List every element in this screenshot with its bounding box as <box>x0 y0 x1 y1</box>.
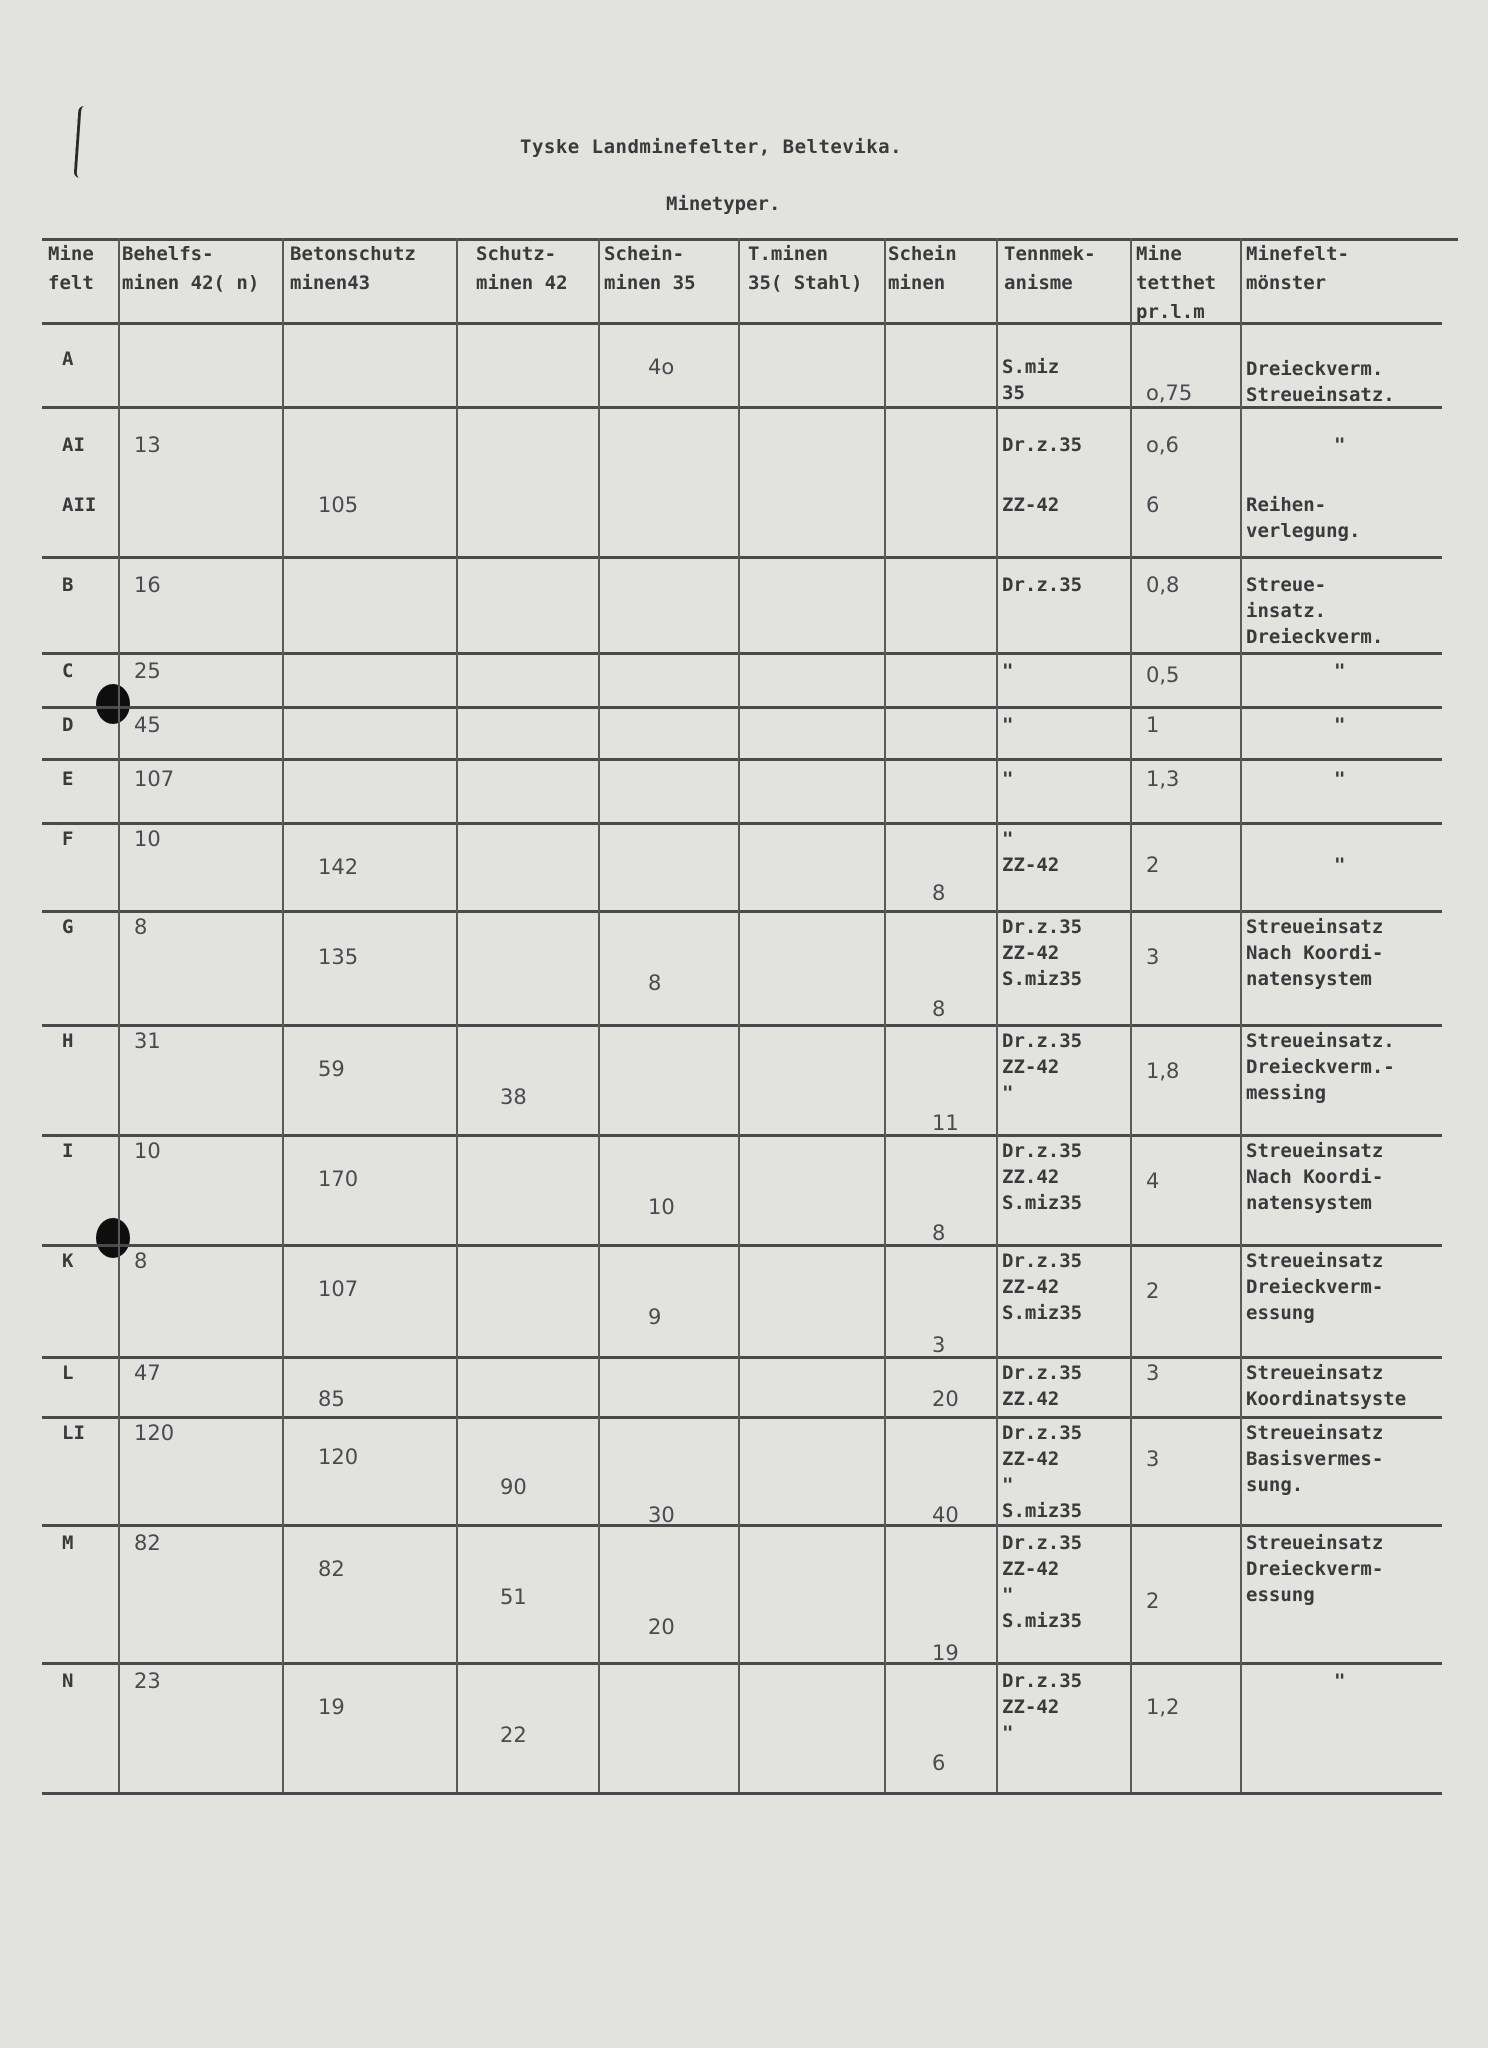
table-rule <box>42 322 1442 325</box>
tennmekanisme-line: S.miz35 <box>1002 1500 1083 1522</box>
punch-hole-top <box>96 684 130 724</box>
table-rule <box>42 1134 1442 1137</box>
column-header: minen 42 <box>476 272 568 294</box>
tennmekanisme-line: " <box>1002 1474 1014 1496</box>
tetthet-value: 1 <box>1146 713 1160 737</box>
minefelt-monster-line: Streueinsatz <box>1246 916 1384 938</box>
tetthet-value: 1,2 <box>1146 1695 1180 1719</box>
behelfs-value: 8 <box>134 915 148 939</box>
behelfs-value: 45 <box>134 713 161 737</box>
minefelt-monster-line: Dreieckverm.- <box>1246 1056 1395 1078</box>
schutz-value: 51 <box>500 1585 527 1609</box>
minefelt-monster-line: essung <box>1246 1302 1315 1324</box>
tennmekanisme-line: ZZ.42 <box>1002 1388 1060 1410</box>
tennmekanisme-line: Dr.z.35 <box>1002 574 1083 596</box>
column-divider <box>996 238 998 1792</box>
minefelt-monster-line: Streueinsatz <box>1246 1140 1384 1162</box>
table-rule <box>42 822 1442 825</box>
behelfs-value: 23 <box>134 1669 161 1693</box>
table-rule <box>42 1024 1442 1027</box>
tennmekanisme-line: Dr.z.35 <box>1002 1362 1083 1384</box>
behelfs-value: 10 <box>134 827 161 851</box>
table-rule <box>42 1416 1442 1419</box>
margin-pen-mark <box>74 106 92 179</box>
tetthet-value: 3 <box>1146 945 1160 969</box>
column-header: Schein <box>888 243 957 265</box>
table-rule <box>42 406 1442 409</box>
minefelt-monster-line: Dreieckverm- <box>1246 1558 1384 1580</box>
tennmekanisme-line: " <box>1002 1722 1014 1744</box>
schutz-value: 22 <box>500 1723 527 1747</box>
minefelt-monster-line: Streueinsatz <box>1246 1362 1384 1384</box>
tennmekanisme-line: " <box>1002 768 1014 790</box>
column-divider <box>456 238 458 1792</box>
behelfs-value: 31 <box>134 1029 161 1053</box>
schutz-value: 90 <box>500 1475 527 1499</box>
tennmekanisme-line: Dr.z.35 <box>1002 1140 1083 1162</box>
schutz-value: 38 <box>500 1085 527 1109</box>
scheinminen-value: 8 <box>932 997 946 1021</box>
column-divider <box>884 238 886 1792</box>
tennmekanisme-line: ZZ-42 <box>1002 1276 1060 1298</box>
behelfs-value: 47 <box>134 1361 161 1385</box>
scheinminen-value: 6 <box>932 1751 946 1775</box>
minefelt-monster-line: Streueinsatz. <box>1246 1030 1395 1052</box>
tetthet-value: o,75 <box>1146 381 1193 405</box>
minefelt-monster-line: Dreieckverm. <box>1246 626 1384 648</box>
column-header: Schutz- <box>476 243 557 265</box>
minefelt-monster-line: sung. <box>1246 1474 1304 1496</box>
tennmekanisme-line: Dr.z.35 <box>1002 1250 1083 1272</box>
tennmekanisme-line: ZZ-42 <box>1002 1056 1060 1078</box>
table-rule <box>42 1524 1442 1527</box>
minefelt-monster-line: natensystem <box>1246 968 1372 990</box>
column-header: T.minen <box>748 243 829 265</box>
minefelt-monster-line: Basisvermes- <box>1246 1448 1384 1470</box>
column-header: Behelfs- <box>122 243 214 265</box>
minefelt-monster-line: natensystem <box>1246 1192 1372 1214</box>
minefelt-monster-line: Streueinsatz <box>1246 1532 1384 1554</box>
minefelt-label: B <box>62 574 74 596</box>
minefelt-monster-line: " <box>1334 854 1346 876</box>
beton-value: 82 <box>318 1557 345 1581</box>
schein35-value: 10 <box>648 1195 675 1219</box>
column-divider <box>738 238 740 1792</box>
tennmekanisme-line: " <box>1002 714 1014 736</box>
tetthet-value: 3 <box>1146 1447 1160 1471</box>
minefelt-label: N <box>62 1670 74 1692</box>
behelfs-value: 8 <box>134 1249 148 1273</box>
minefelt-monster-line: Reihen- <box>1246 494 1327 516</box>
column-header: pr.l.m <box>1136 301 1205 323</box>
punch-hole-bottom <box>96 1218 130 1258</box>
minefelt-monster-line: " <box>1334 660 1346 682</box>
schein35-value: 20 <box>648 1615 675 1639</box>
minefelt-label: H <box>62 1030 74 1052</box>
tennmekanisme-line: ZZ-42 <box>1002 1448 1060 1470</box>
tennmekanisme-line: ZZ-42 <box>1002 1558 1060 1580</box>
tennmekanisme-line: ZZ-42 <box>1002 854 1060 876</box>
column-header: mönster <box>1246 272 1327 294</box>
minefelt-monster-line: Streueinsatz <box>1246 1250 1384 1272</box>
table-rule <box>42 1244 1442 1247</box>
tennmekanisme-line: Dr.z.35 <box>1002 1422 1083 1444</box>
column-divider <box>1240 238 1242 1792</box>
column-divider <box>1130 238 1132 1792</box>
tennmekanisme-line: " <box>1002 828 1014 850</box>
tennmekanisme-line: ZZ-42 <box>1002 494 1060 516</box>
column-header: Minefelt- <box>1246 243 1349 265</box>
tetthet-value: 2 <box>1146 853 1160 877</box>
minefelt-label: L <box>62 1362 74 1384</box>
column-header: anisme <box>1004 272 1073 294</box>
tennmekanisme-line: ZZ.42 <box>1002 1166 1060 1188</box>
table-rule <box>42 910 1442 913</box>
column-header: Schein- <box>604 243 685 265</box>
tetthet-value: 1,8 <box>1146 1059 1180 1083</box>
tennmekanisme-line: Dr.z.35 <box>1002 1532 1083 1554</box>
schein35-value: 4o <box>648 355 675 379</box>
minefelt-label: LI <box>62 1422 85 1444</box>
scheinminen-value: 11 <box>932 1111 959 1135</box>
minefelt-monster-line: Nach Koordi- <box>1246 1166 1384 1188</box>
table-rule <box>42 652 1442 655</box>
minefelt-label: D <box>62 714 74 736</box>
beton-value: 170 <box>318 1167 359 1191</box>
column-header: tetthet <box>1136 272 1217 294</box>
tennmekanisme-line: Dr.z.35 <box>1002 434 1083 456</box>
tennmekanisme-line: S.miz35 <box>1002 1610 1083 1632</box>
document-subtitle: Minetyper. <box>666 193 781 215</box>
tennmekanisme-line: Dr.z.35 <box>1002 1030 1083 1052</box>
behelfs-value: 16 <box>134 573 161 597</box>
tennmekanisme-line: 35 <box>1002 382 1025 404</box>
tennmekanisme-line: S.miz35 <box>1002 1192 1083 1214</box>
minefelt-label: AI <box>62 434 85 456</box>
tetthet-value: o,6 <box>1146 433 1179 457</box>
tennmekanisme-line: S.miz35 <box>1002 1302 1083 1324</box>
minefelt-monster-line: " <box>1334 768 1346 790</box>
column-header: felt <box>48 272 94 294</box>
minefelt-label: I <box>62 1140 74 1162</box>
minefelt-monster-line: Dreieckverm. <box>1246 358 1384 380</box>
tetthet-value: 2 <box>1146 1589 1160 1613</box>
tennmekanisme-line: Dr.z.35 <box>1002 916 1083 938</box>
minefelt-monster-line: verlegung. <box>1246 520 1361 542</box>
column-header: minen 42( n) <box>122 272 260 294</box>
tetthet-value: 1,3 <box>1146 767 1180 791</box>
beton-value: 105 <box>318 493 359 517</box>
table-rule <box>42 706 1442 709</box>
minefelt-monster-line: " <box>1334 434 1346 456</box>
beton-value: 142 <box>318 855 359 879</box>
tennmekanisme-line: S.miz <box>1002 356 1060 378</box>
beton-value: 107 <box>318 1277 359 1301</box>
table-rule <box>42 1356 1442 1359</box>
tetthet-value: 4 <box>1146 1169 1160 1193</box>
tennmekanisme-line: ZZ-42 <box>1002 942 1060 964</box>
tetthet-value: 2 <box>1146 1279 1160 1303</box>
column-header: Betonschutz <box>290 243 416 265</box>
behelfs-value: 107 <box>134 767 175 791</box>
minefelt-monster-line: Streueinsatz. <box>1246 384 1395 406</box>
table-rule <box>42 1792 1442 1795</box>
minefelt-monster-line: Koordinatsyste <box>1246 1388 1407 1410</box>
minefelt-monster-line: Streueinsatz <box>1246 1422 1384 1444</box>
column-header: 35( Stahl) <box>748 272 863 294</box>
column-divider <box>598 238 600 1792</box>
beton-value: 135 <box>318 945 359 969</box>
schein35-value: 30 <box>648 1503 675 1527</box>
minefelt-monster-line: Dreieckverm- <box>1246 1276 1384 1298</box>
behelfs-value: 25 <box>134 659 161 683</box>
minefelt-label: E <box>62 768 74 790</box>
tennmekanisme-line: " <box>1002 660 1014 682</box>
table-rule <box>42 556 1442 559</box>
tetthet-value: 3 <box>1146 1361 1160 1385</box>
minefelt-label: F <box>62 828 74 850</box>
beton-value: 19 <box>318 1695 345 1719</box>
scheinminen-value: 20 <box>932 1387 959 1411</box>
minefelt-label: G <box>62 916 74 938</box>
minefelt-label: K <box>62 1250 74 1272</box>
minefelt-monster-line: Nach Koordi- <box>1246 942 1384 964</box>
minefelt-label: A <box>62 348 74 370</box>
tennmekanisme-line: " <box>1002 1584 1014 1606</box>
schein35-value: 9 <box>648 1305 662 1329</box>
column-header: minen <box>888 272 946 294</box>
minefelt-monster-line: Streue- <box>1246 574 1327 596</box>
column-header: minen 35 <box>604 272 696 294</box>
tetthet-value: 0,5 <box>1146 663 1180 687</box>
table-rule <box>42 758 1442 761</box>
minefelt-monster-line: insatz. <box>1246 600 1327 622</box>
minefelt-monster-line: essung <box>1246 1584 1315 1606</box>
behelfs-value: 120 <box>134 1421 175 1445</box>
scheinminen-value: 8 <box>932 881 946 905</box>
column-header: minen43 <box>290 272 371 294</box>
behelfs-value: 13 <box>134 433 161 457</box>
tennmekanisme-line: S.miz35 <box>1002 968 1083 990</box>
tetthet-value: 6 <box>1146 493 1160 517</box>
scheinminen-value: 40 <box>932 1503 959 1527</box>
behelfs-value: 82 <box>134 1531 161 1555</box>
minefelt-label: C <box>62 660 74 682</box>
tennmekanisme-line: " <box>1002 1082 1014 1104</box>
column-divider <box>282 238 284 1792</box>
beton-value: 59 <box>318 1057 345 1081</box>
schein35-value: 8 <box>648 971 662 995</box>
column-divider <box>118 238 120 1792</box>
column-header: Mine <box>1136 243 1182 265</box>
tetthet-value: 0,8 <box>1146 573 1180 597</box>
tennmekanisme-line: ZZ-42 <box>1002 1696 1060 1718</box>
minefelt-monster-line: " <box>1334 714 1346 736</box>
beton-value: 85 <box>318 1387 345 1411</box>
column-header: Tennmek- <box>1004 243 1096 265</box>
scheinminen-value: 8 <box>932 1221 946 1245</box>
scheinminen-value: 3 <box>932 1333 946 1357</box>
minefelt-label: AII <box>62 494 97 516</box>
column-header: Mine <box>48 243 94 265</box>
tennmekanisme-line: Dr.z.35 <box>1002 1670 1083 1692</box>
minefelt-monster-line: messing <box>1246 1082 1327 1104</box>
scheinminen-value: 19 <box>932 1641 959 1665</box>
table-rule <box>42 1662 1442 1665</box>
beton-value: 120 <box>318 1445 359 1469</box>
minefelt-label: M <box>62 1532 74 1554</box>
minefelt-monster-line: " <box>1334 1670 1346 1692</box>
document-title: Tyske Landminefelter, Beltevika. <box>520 136 903 158</box>
behelfs-value: 10 <box>134 1139 161 1163</box>
